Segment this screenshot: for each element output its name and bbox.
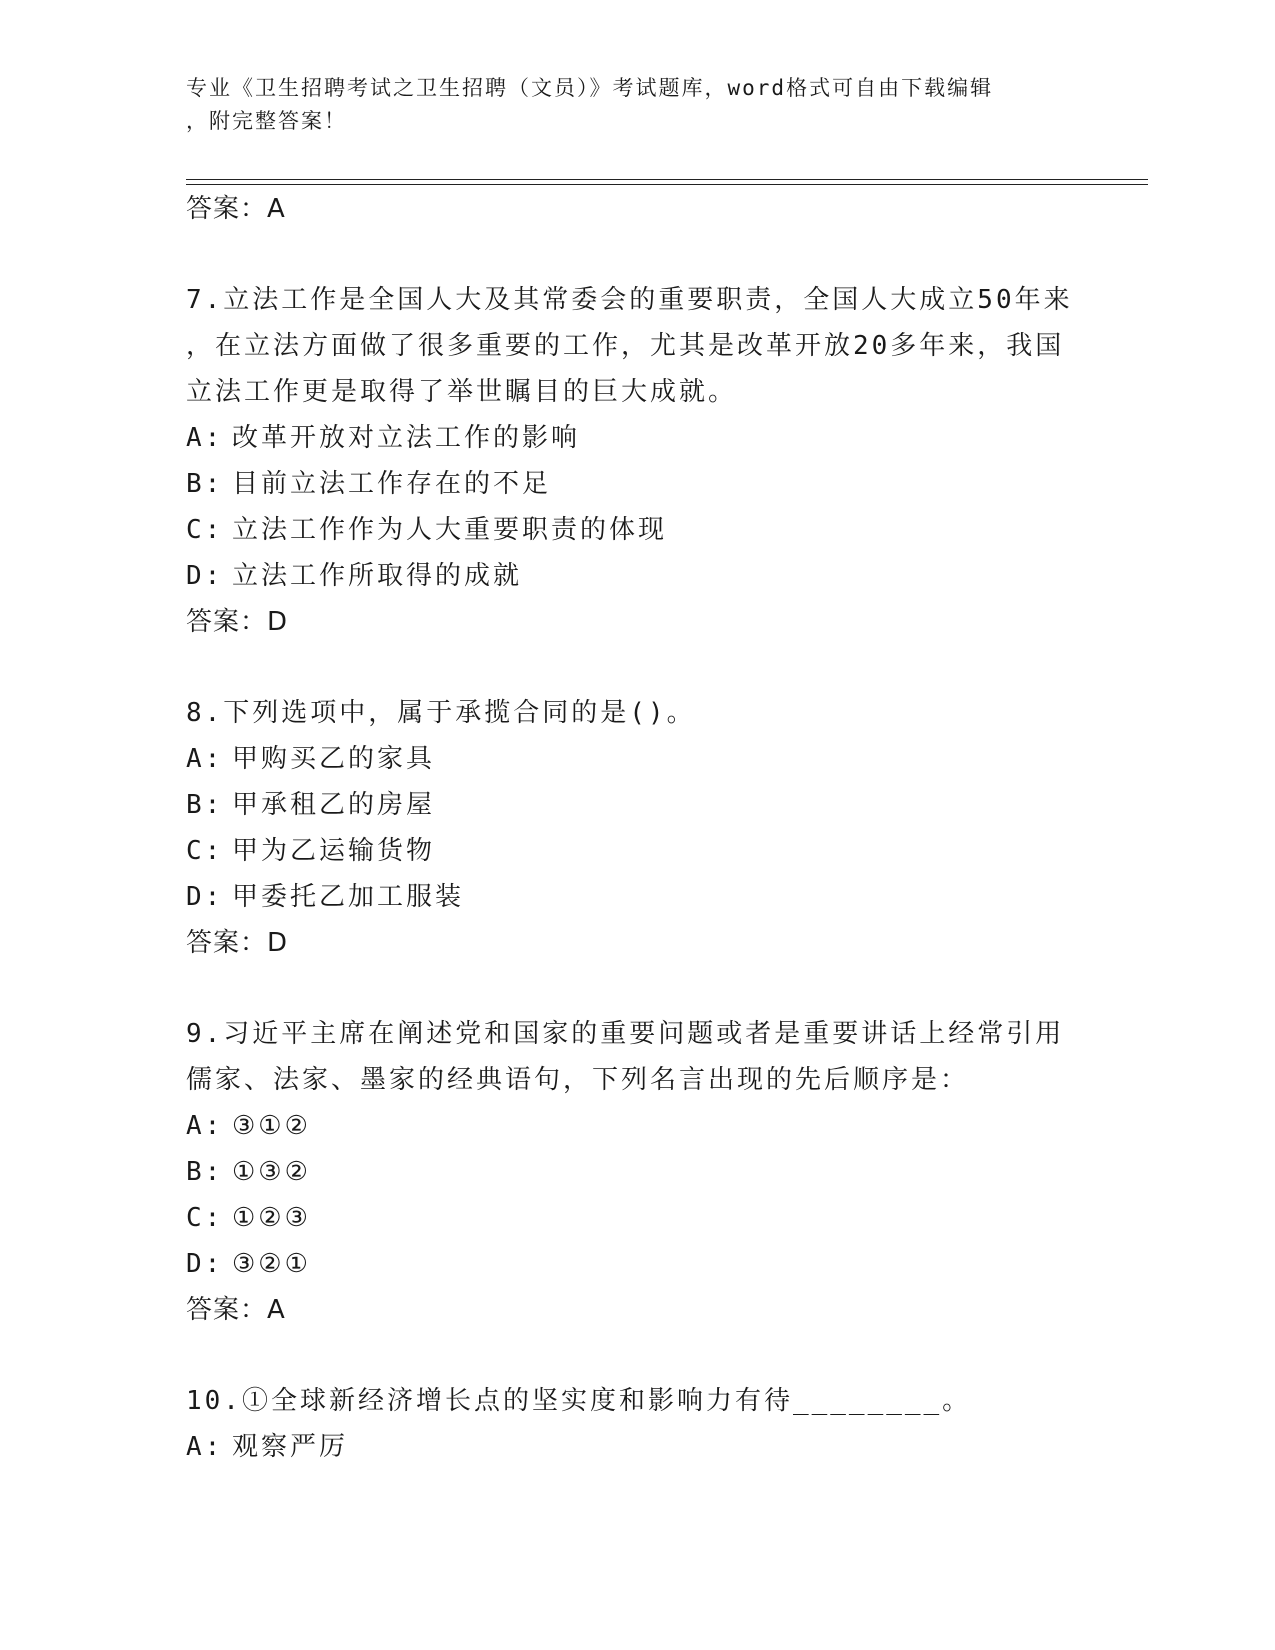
answer-line: 答案：A: [186, 194, 286, 224]
option-text: 甲购买乙的家具: [232, 744, 436, 774]
question-stem-line: 儒家、法家、墨家的经典语句，下列名言出现的先后顺序是：: [186, 1065, 970, 1095]
option-letter: A:: [186, 1111, 224, 1141]
header-rule-bottom: [186, 184, 1148, 185]
option-a: [186, 1424, 1086, 1470]
answer-line: 答案：A: [186, 1295, 286, 1325]
option-letter: C:: [186, 515, 224, 545]
question-stem-line: 8.下列选项中，属于承揽合同的是()。: [186, 698, 696, 728]
option-text: 甲为乙运输货物: [232, 836, 436, 866]
option-letter: B:: [186, 790, 224, 820]
answer-line: 答案：D: [186, 928, 289, 958]
option-letter: C:: [186, 1203, 224, 1233]
header-rule-top: [186, 179, 1148, 180]
question-stem-line: 10.①全球新经济增长点的坚实度和影响力有待________。: [186, 1386, 972, 1416]
option-c: [186, 1195, 1086, 1241]
option-text: ③②①: [232, 1249, 311, 1279]
option-text: 立法工作所取得的成就: [232, 561, 523, 591]
document-header: [186, 72, 1066, 138]
question-stem-line: 7.立法工作是全国人大及其常委会的重要职责，全国人大成立50年来: [186, 285, 1073, 315]
option-a: [186, 736, 1086, 782]
option-b: [186, 461, 1086, 507]
option-letter: C:: [186, 836, 224, 866]
answer-line: 答案：D: [186, 607, 289, 637]
question-7: [186, 277, 1086, 645]
option-a: [186, 1103, 1086, 1149]
question-list: [186, 186, 1086, 1470]
option-letter: B:: [186, 1157, 224, 1187]
option-letter: D:: [186, 561, 224, 591]
question-10: [186, 1378, 1086, 1470]
option-d: [186, 1241, 1086, 1287]
option-letter: D:: [186, 1249, 224, 1279]
question-9: [186, 1011, 1086, 1333]
question-stem-line: ，在立法方面做了很多重要的工作，尤其是改革开放20多年来，我国: [186, 331, 1065, 361]
option-text: ③①②: [232, 1111, 311, 1141]
option-d: [186, 553, 1086, 599]
header-line-1: 专业《卫生招聘考试之卫生招聘（文员）》考试题库，word格式可自由下载编辑: [186, 76, 994, 100]
option-c: [186, 828, 1086, 874]
option-text: ①②③: [232, 1203, 311, 1233]
question-stem-line: 立法工作更是取得了举世瞩目的巨大成就。: [186, 377, 738, 407]
option-text: 甲承租乙的房屋: [232, 790, 436, 820]
option-letter: A:: [186, 1432, 224, 1462]
question-8: [186, 690, 1086, 966]
option-text: ①③②: [232, 1157, 311, 1187]
option-letter: D:: [186, 882, 224, 912]
option-text: 改革开放对立法工作的影响: [232, 423, 581, 453]
option-b: [186, 1149, 1086, 1195]
option-text: 观察严厉: [232, 1432, 349, 1462]
option-d: [186, 874, 1086, 920]
option-letter: A:: [186, 744, 224, 774]
option-text: 甲委托乙加工服装: [232, 882, 465, 912]
option-b: [186, 782, 1086, 828]
option-letter: B:: [186, 469, 224, 499]
question-stem-line: 9.习近平主席在阐述党和国家的重要问题或者是重要讲话上经常引用: [186, 1019, 1065, 1049]
option-text: 立法工作作为人大重要职责的体现: [232, 515, 668, 545]
option-c: [186, 507, 1086, 553]
header-line-2: ，附完整答案！: [186, 109, 347, 133]
option-letter: A:: [186, 423, 224, 453]
option-a: [186, 415, 1086, 461]
option-text: 目前立法工作存在的不足: [232, 469, 552, 499]
